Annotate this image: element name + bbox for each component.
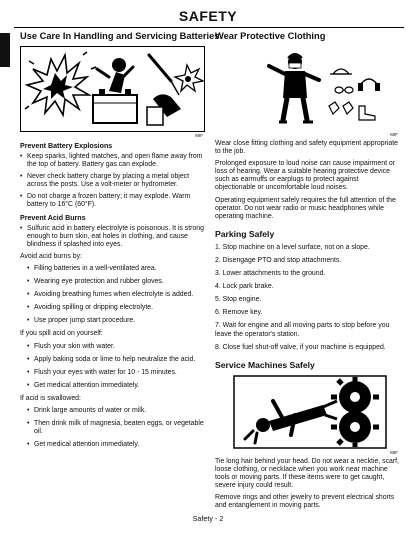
list-item: • Apply baking soda or lime to help neutralize the acid. xyxy=(27,356,205,364)
list-item: • Use proper jump start procedure. xyxy=(27,317,205,325)
list-item: • Get medical attention immediately. xyxy=(27,382,205,390)
list-item: • Avoiding breathing fumes when electrolyte is added. xyxy=(27,291,205,299)
service-paragraph: Tie long hair behind your head. Do not wear a necktie, scarf, loose clothing, or necklace when you work near machine tools or moving parts. If these items were to get caught, severe injury could result. xyxy=(215,457,399,489)
avoid-label: Avoid acid burns by: xyxy=(20,252,82,260)
clothing-paragraph: Prolonged exposure to loud noise can cause impairment or loss of hearing. Wear a suitable hearing protective device such as earmuffs or earplugs to protect against objectionable or uncomfortable loud noises. xyxy=(215,160,396,192)
spill-label: If you spill acid on yourself: xyxy=(20,330,103,338)
list-item: • Flush your eyes with water for 10 - 15 minutes. xyxy=(27,369,205,377)
title-rule xyxy=(14,27,404,28)
protective-clothing-illustration xyxy=(233,46,383,131)
list-item: • Flush your skin with water. xyxy=(27,343,205,351)
image-code: MIF xyxy=(195,133,203,138)
entanglement-hazard-icon xyxy=(233,375,387,449)
acid-burns-subheading: Prevent Acid Burns xyxy=(20,213,86,222)
image-code: MIF xyxy=(390,132,398,137)
parking-step: 6. Remove key. xyxy=(215,309,263,317)
list-item: • Do not charge a frozen battery; it may explode. Warm battery to 16°C (60°F). xyxy=(20,193,205,209)
protective-gear-icon xyxy=(233,46,383,131)
parking-section-heading: Parking Safely xyxy=(215,228,275,239)
battery-section-heading: Use Care In Handling and Servicing Batteries xyxy=(20,31,220,41)
list-item: • Then drink milk of magnesia, beaten eggs, or vegetable oil. xyxy=(27,420,205,436)
list-item: • Drink large amounts of water or milk. xyxy=(27,407,205,415)
left-column xyxy=(20,31,220,454)
page-title: SAFETY xyxy=(178,8,238,24)
service-paragraph: Remove rings and other jewelry to prevent electrical shorts and entanglement in moving parts. xyxy=(215,494,395,510)
list-item: • Wearing eye protection and rubber gloves. xyxy=(27,278,205,286)
battery-hazard-illustration xyxy=(20,46,205,132)
parking-step: 3. Lower attachments to the ground. xyxy=(215,270,326,278)
parking-step: 1. Stop machine on a level surface, not on a slope. xyxy=(215,243,370,251)
right-column xyxy=(215,31,400,514)
parking-step: 8. Close fuel shut-off valve, if your machine is equipped. xyxy=(215,343,386,351)
list-item: • Get medical attention immediately. xyxy=(27,441,205,449)
list-item: • Sulfuric acid in battery electrolyte is poisonous. It is strong enough to burn skin, eat holes in clothing, and cause blindness if splashed into eyes. xyxy=(20,225,205,249)
parking-step: 2. Disengage PTO and stop attachments. xyxy=(215,256,342,264)
parking-step: 7. Wait for engine and all moving parts to stop before you leave the operator's station. xyxy=(215,322,390,338)
entanglement-hazard-illustration xyxy=(233,375,387,449)
service-section-heading: Service Machines Safely xyxy=(215,359,315,370)
clothing-paragraph: Wear close fitting clothing and safety equipment appropriate to the job. xyxy=(215,140,398,156)
page-footer: Safety - 2 xyxy=(192,514,224,523)
clothing-section-heading: Wear Protective Clothing xyxy=(215,31,326,41)
list-item: • Keep sparks, lighted matches, and open flame away from the top of battery. Battery gas can explode. xyxy=(20,153,205,169)
battery-explosion-icon xyxy=(21,47,206,131)
explosions-subheading: Prevent Battery Explosions xyxy=(20,142,113,150)
clothing-paragraph: Operating equipment safely requires the full attention of the operator. Do not wear radio or music headphones while operating machine. xyxy=(215,196,396,220)
parking-step: 5. Stop engine. xyxy=(215,296,262,304)
swallow-label: If acid is swallowed: xyxy=(20,394,81,402)
list-item: • Filling batteries in a well-ventilated area. xyxy=(27,265,205,273)
section-tab-marker xyxy=(0,33,10,67)
parking-step: 4. Lock park brake. xyxy=(215,283,274,291)
image-code: MIF xyxy=(390,449,398,455)
list-item: • Never check battery charge by placing a metal object across the posts. Use a volt-meter or hydrometer. xyxy=(20,173,205,189)
list-item: • Avoiding spilling or dripping electrolyte. xyxy=(27,304,205,312)
